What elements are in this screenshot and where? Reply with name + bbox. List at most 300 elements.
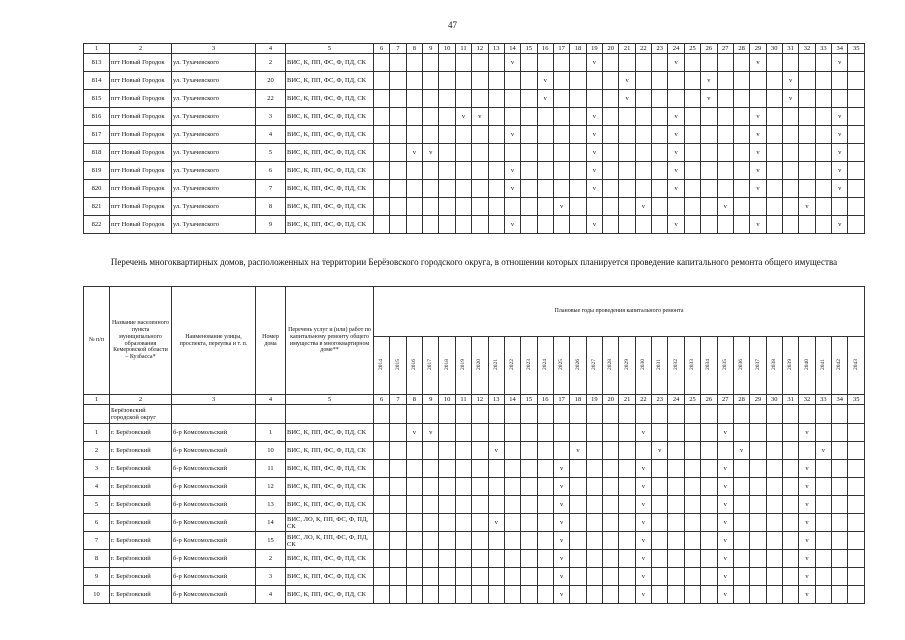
repair-year-mark: v: [586, 216, 602, 234]
repair-year-mark: v: [570, 442, 586, 460]
year-cell: [570, 424, 586, 442]
repair-year-mark: v: [750, 216, 766, 234]
year-cell: [521, 126, 537, 144]
row-number: 817: [84, 126, 110, 144]
street-cell: ул. Тухачевского: [172, 144, 256, 162]
year-cell: [423, 162, 439, 180]
year-cell: [733, 460, 749, 478]
year-cell: [733, 496, 749, 514]
year-cell: [684, 72, 700, 90]
year-cell: [570, 586, 586, 604]
year-cell: [668, 532, 684, 550]
year-cell: [504, 90, 520, 108]
services-cell: ВИС, К, ПП, ФС, Ф, ПД, СК: [286, 54, 374, 72]
repair-year-mark: v: [668, 54, 684, 72]
year-cell: [733, 180, 749, 198]
year-label: 2041: [819, 358, 826, 370]
year-cell: [848, 198, 865, 216]
year-header: [799, 337, 815, 395]
year-cell: [521, 216, 537, 234]
row-number: 821: [84, 198, 110, 216]
year-cell: [782, 108, 798, 126]
year-cell: [488, 496, 504, 514]
year-cell: [423, 198, 439, 216]
street-cell: б-р Комсомольский: [172, 568, 256, 586]
column-number: 32: [799, 395, 815, 405]
year-cell: [832, 198, 848, 216]
column-number: 2: [110, 44, 172, 54]
year-cell: [586, 90, 602, 108]
year-cell: [652, 90, 668, 108]
year-cell: [390, 460, 406, 478]
column-number: 25: [684, 44, 700, 54]
year-cell: [423, 568, 439, 586]
group-empty-cell: [390, 405, 406, 424]
row-number: 818: [84, 144, 110, 162]
year-cell: [684, 180, 700, 198]
year-cell: [488, 550, 504, 568]
year-cell: [619, 216, 635, 234]
header-services: Перечень услуг и (или) работ по капитальному ремонту общего имущества в многоквартирном доме**: [286, 287, 374, 395]
year-cell: [832, 442, 848, 460]
repair-year-mark: v: [553, 514, 569, 532]
year-cell: [848, 144, 865, 162]
year-cell: [455, 442, 471, 460]
locality-cell: пгт Новый Городок: [110, 198, 172, 216]
year-label: 2023: [525, 358, 532, 370]
year-cell: [374, 496, 390, 514]
services-cell: ВИС, К, ПП, ФС, Ф, ПД, СК: [286, 126, 374, 144]
year-cell: [652, 496, 668, 514]
row-number: 6: [84, 514, 110, 532]
repair-year-mark: v: [799, 496, 815, 514]
year-cell: [586, 198, 602, 216]
header-locality: Название населенного пункта муниципального образования Кемеровской области – Кузбасса*: [110, 287, 172, 395]
street-cell: б-р Комсомольский: [172, 496, 256, 514]
year-cell: [488, 90, 504, 108]
year-label: 2027: [590, 358, 597, 370]
column-number: 18: [570, 395, 586, 405]
house-number-cell: 22: [256, 90, 286, 108]
repair-year-mark: v: [504, 126, 520, 144]
column-number: 10: [439, 395, 455, 405]
year-cell: [782, 532, 798, 550]
column-number: 29: [750, 395, 766, 405]
table-row: [84, 568, 865, 586]
year-header: [717, 337, 733, 395]
year-label: 2034: [705, 358, 712, 370]
repair-year-mark: v: [668, 144, 684, 162]
year-cell: [782, 180, 798, 198]
group-empty-cell: [423, 405, 439, 424]
year-cell: [652, 460, 668, 478]
repair-year-mark: v: [717, 514, 733, 532]
year-cell: [472, 514, 488, 532]
year-cell: [374, 90, 390, 108]
repair-year-mark: v: [717, 568, 733, 586]
year-cell: [766, 568, 782, 586]
year-cell: [750, 424, 766, 442]
year-cell: [472, 460, 488, 478]
year-cell: [472, 424, 488, 442]
year-header: [832, 337, 848, 395]
year-header: [406, 337, 422, 395]
locality-cell: г. Берёзовский: [110, 496, 172, 514]
street-cell: б-р Комсомольский: [172, 550, 256, 568]
year-cell: [684, 460, 700, 478]
year-cell: [799, 216, 815, 234]
year-cell: [455, 180, 471, 198]
year-cell: [717, 162, 733, 180]
repair-year-mark: v: [717, 496, 733, 514]
year-cell: [390, 478, 406, 496]
street-cell: б-р Комсомольский: [172, 424, 256, 442]
repair-year-mark: v: [717, 460, 733, 478]
repair-year-mark: v: [717, 532, 733, 550]
year-cell: [832, 496, 848, 514]
column-number-row: [84, 395, 865, 405]
year-cell: [570, 126, 586, 144]
year-cell: [423, 460, 439, 478]
year-cell: [766, 162, 782, 180]
year-cell: [603, 496, 619, 514]
services-cell: ВИС, К, ПП, ФС, Ф, ПД, СК: [286, 460, 374, 478]
locality-cell: пгт Новый Городок: [110, 180, 172, 198]
year-cell: [537, 54, 553, 72]
column-number: 32: [799, 44, 815, 54]
year-label: 2019: [460, 358, 467, 370]
year-cell: [374, 216, 390, 234]
group-empty-cell: [172, 405, 256, 424]
table-row: [84, 162, 865, 180]
column-number: 30: [766, 44, 782, 54]
house-number-cell: 10: [256, 442, 286, 460]
year-cell: [521, 180, 537, 198]
row-number: 813: [84, 54, 110, 72]
year-cell: [553, 108, 569, 126]
year-cell: [439, 532, 455, 550]
year-cell: [488, 54, 504, 72]
repair-year-mark: v: [455, 108, 471, 126]
year-cell: [603, 532, 619, 550]
year-header: [390, 337, 406, 395]
year-cell: [701, 108, 717, 126]
repair-year-mark: v: [750, 144, 766, 162]
year-cell: [472, 198, 488, 216]
year-cell: [521, 424, 537, 442]
year-cell: [455, 550, 471, 568]
year-cell: [423, 532, 439, 550]
year-cell: [406, 496, 422, 514]
column-number: 7: [390, 44, 406, 54]
year-cell: [406, 90, 422, 108]
year-cell: [766, 54, 782, 72]
year-cell: [701, 424, 717, 442]
year-cell: [684, 496, 700, 514]
repair-year-mark: v: [668, 108, 684, 126]
header-house: Номер дома: [256, 287, 286, 395]
year-cell: [750, 442, 766, 460]
year-cell: [733, 514, 749, 532]
year-cell: [570, 514, 586, 532]
year-cell: [782, 198, 798, 216]
column-number: 8: [406, 44, 422, 54]
year-cell: [406, 550, 422, 568]
locality-cell: г. Берёзовский: [110, 424, 172, 442]
year-cell: [782, 496, 798, 514]
street-cell: ул. Тухачевского: [172, 198, 256, 216]
year-cell: [570, 478, 586, 496]
locality-cell: г. Берёзовский: [110, 550, 172, 568]
street-cell: б-р Комсомольский: [172, 442, 256, 460]
table-row: [84, 72, 865, 90]
year-cell: [439, 216, 455, 234]
year-header: [652, 337, 668, 395]
locality-cell: г. Берёзовский: [110, 586, 172, 604]
year-header: [603, 337, 619, 395]
year-cell: [472, 90, 488, 108]
year-cell: [799, 54, 815, 72]
year-cell: [472, 532, 488, 550]
row-number: 1: [84, 424, 110, 442]
year-cell: [553, 180, 569, 198]
year-cell: [815, 90, 831, 108]
year-cell: [455, 424, 471, 442]
year-cell: [766, 108, 782, 126]
table-row: [84, 198, 865, 216]
year-label: 2031: [656, 358, 663, 370]
year-label: 2016: [411, 358, 417, 370]
group-empty-cell: [570, 405, 586, 424]
year-cell: [504, 198, 520, 216]
year-cell: [782, 162, 798, 180]
year-cell: [423, 108, 439, 126]
house-number-cell: 2: [256, 550, 286, 568]
repair-year-mark: v: [504, 180, 520, 198]
year-cell: [423, 54, 439, 72]
year-cell: [521, 586, 537, 604]
year-label: 2028: [607, 358, 614, 370]
group-row: [84, 405, 865, 424]
year-cell: [390, 550, 406, 568]
year-cell: [390, 54, 406, 72]
year-cell: [390, 532, 406, 550]
year-cell: [750, 532, 766, 550]
year-cell: [799, 180, 815, 198]
year-cell: [782, 424, 798, 442]
group-empty-cell: [586, 405, 602, 424]
repair-year-mark: v: [717, 550, 733, 568]
year-cell: [799, 144, 815, 162]
year-cell: [766, 478, 782, 496]
year-cell: [423, 216, 439, 234]
year-cell: [570, 90, 586, 108]
row-number: 822: [84, 216, 110, 234]
year-label: 2030: [640, 358, 647, 370]
repair-year-mark: v: [733, 442, 749, 460]
year-cell: [619, 478, 635, 496]
table-row: [84, 460, 865, 478]
repair-year-mark: v: [750, 126, 766, 144]
street-cell: ул. Тухачевского: [172, 216, 256, 234]
row-number: 10: [84, 586, 110, 604]
year-cell: [652, 550, 668, 568]
year-cell: [815, 496, 831, 514]
header-street: Наименование улицы, проспекта, переулка и т. п.: [172, 287, 256, 395]
year-cell: [390, 72, 406, 90]
repair-year-mark: v: [832, 108, 848, 126]
column-number: 15: [521, 44, 537, 54]
year-cell: [488, 568, 504, 586]
year-label: 2033: [689, 358, 696, 370]
year-cell: [472, 478, 488, 496]
column-number: 13: [488, 44, 504, 54]
year-cell: [472, 442, 488, 460]
year-label: 2024: [541, 358, 548, 370]
table-row: [84, 180, 865, 198]
column-number: 6: [374, 395, 390, 405]
year-cell: [603, 216, 619, 234]
year-cell: [766, 460, 782, 478]
column-number: 9: [423, 44, 439, 54]
row-number: 816: [84, 108, 110, 126]
repair-year-mark: v: [652, 442, 668, 460]
year-cell: [684, 442, 700, 460]
year-label: 2042: [836, 358, 843, 370]
repair-year-mark: v: [472, 108, 488, 126]
repair-year-mark: v: [832, 144, 848, 162]
year-cell: [750, 586, 766, 604]
year-cell: [455, 496, 471, 514]
year-cell: [390, 108, 406, 126]
year-cell: [439, 478, 455, 496]
repair-year-mark: v: [406, 144, 422, 162]
year-cell: [455, 216, 471, 234]
year-cell: [635, 216, 651, 234]
year-cell: [750, 514, 766, 532]
street-cell: ул. Тухачевского: [172, 126, 256, 144]
year-cell: [619, 442, 635, 460]
year-cell: [799, 72, 815, 90]
year-cell: [570, 162, 586, 180]
year-cell: [586, 568, 602, 586]
year-cell: [701, 586, 717, 604]
year-cell: [799, 162, 815, 180]
column-number: 30: [766, 395, 782, 405]
year-cell: [652, 586, 668, 604]
locality-cell: пгт Новый Городок: [110, 162, 172, 180]
year-cell: [406, 216, 422, 234]
year-cell: [374, 532, 390, 550]
year-cell: [504, 144, 520, 162]
year-cell: [488, 424, 504, 442]
year-cell: [537, 126, 553, 144]
repair-year-mark: v: [504, 162, 520, 180]
column-number: 21: [619, 44, 635, 54]
year-cell: [537, 108, 553, 126]
group-empty-cell: [635, 405, 651, 424]
year-cell: [750, 460, 766, 478]
year-header: [733, 337, 749, 395]
repair-year-mark: v: [504, 54, 520, 72]
repair-year-mark: v: [488, 442, 504, 460]
repair-year-mark: v: [832, 162, 848, 180]
year-cell: [455, 54, 471, 72]
year-cell: [488, 162, 504, 180]
year-cell: [619, 54, 635, 72]
year-cell: [439, 72, 455, 90]
group-label: Берёзовский городской округ: [110, 405, 172, 424]
year-cell: [766, 72, 782, 90]
year-cell: [537, 144, 553, 162]
year-cell: [619, 424, 635, 442]
year-cell: [406, 460, 422, 478]
year-cell: [652, 568, 668, 586]
year-cell: [652, 216, 668, 234]
table-row: [84, 216, 865, 234]
locality-cell: пгт Новый Городок: [110, 54, 172, 72]
year-cell: [603, 162, 619, 180]
year-cell: [439, 126, 455, 144]
year-cell: [733, 72, 749, 90]
year-cell: [717, 442, 733, 460]
year-cell: [455, 586, 471, 604]
house-number-cell: 12: [256, 478, 286, 496]
year-cell: [750, 198, 766, 216]
year-cell: [521, 496, 537, 514]
year-cell: [635, 162, 651, 180]
locality-cell: г. Берёзовский: [110, 442, 172, 460]
year-cell: [848, 532, 865, 550]
year-cell: [374, 126, 390, 144]
year-cell: [472, 54, 488, 72]
year-cell: [619, 144, 635, 162]
column-number: 33: [815, 44, 831, 54]
house-number-cell: 3: [256, 108, 286, 126]
repair-year-mark: v: [537, 72, 553, 90]
column-number: 33: [815, 395, 831, 405]
year-cell: [521, 478, 537, 496]
year-label: 2029: [623, 358, 630, 370]
year-cell: [668, 586, 684, 604]
group-empty-cell: [652, 405, 668, 424]
year-cell: [374, 180, 390, 198]
year-cell: [537, 162, 553, 180]
year-cell: [374, 460, 390, 478]
repair-year-mark: v: [832, 54, 848, 72]
year-cell: [537, 460, 553, 478]
year-cell: [668, 72, 684, 90]
year-cell: [848, 90, 865, 108]
table-row: [84, 496, 865, 514]
house-number-cell: 6: [256, 162, 286, 180]
group-empty-cell: [684, 405, 700, 424]
year-cell: [504, 424, 520, 442]
table-row: [84, 126, 865, 144]
year-cell: [439, 108, 455, 126]
year-cell: [374, 442, 390, 460]
year-header: [472, 337, 488, 395]
year-cell: [488, 198, 504, 216]
page-number: 47: [448, 20, 457, 30]
year-cell: [374, 550, 390, 568]
year-cell: [406, 442, 422, 460]
year-cell: [455, 72, 471, 90]
year-cell: [553, 126, 569, 144]
house-number-cell: 4: [256, 126, 286, 144]
year-cell: [570, 144, 586, 162]
services-cell: ВИС, К, ПП, ФС, Ф, ПД, СК: [286, 216, 374, 234]
